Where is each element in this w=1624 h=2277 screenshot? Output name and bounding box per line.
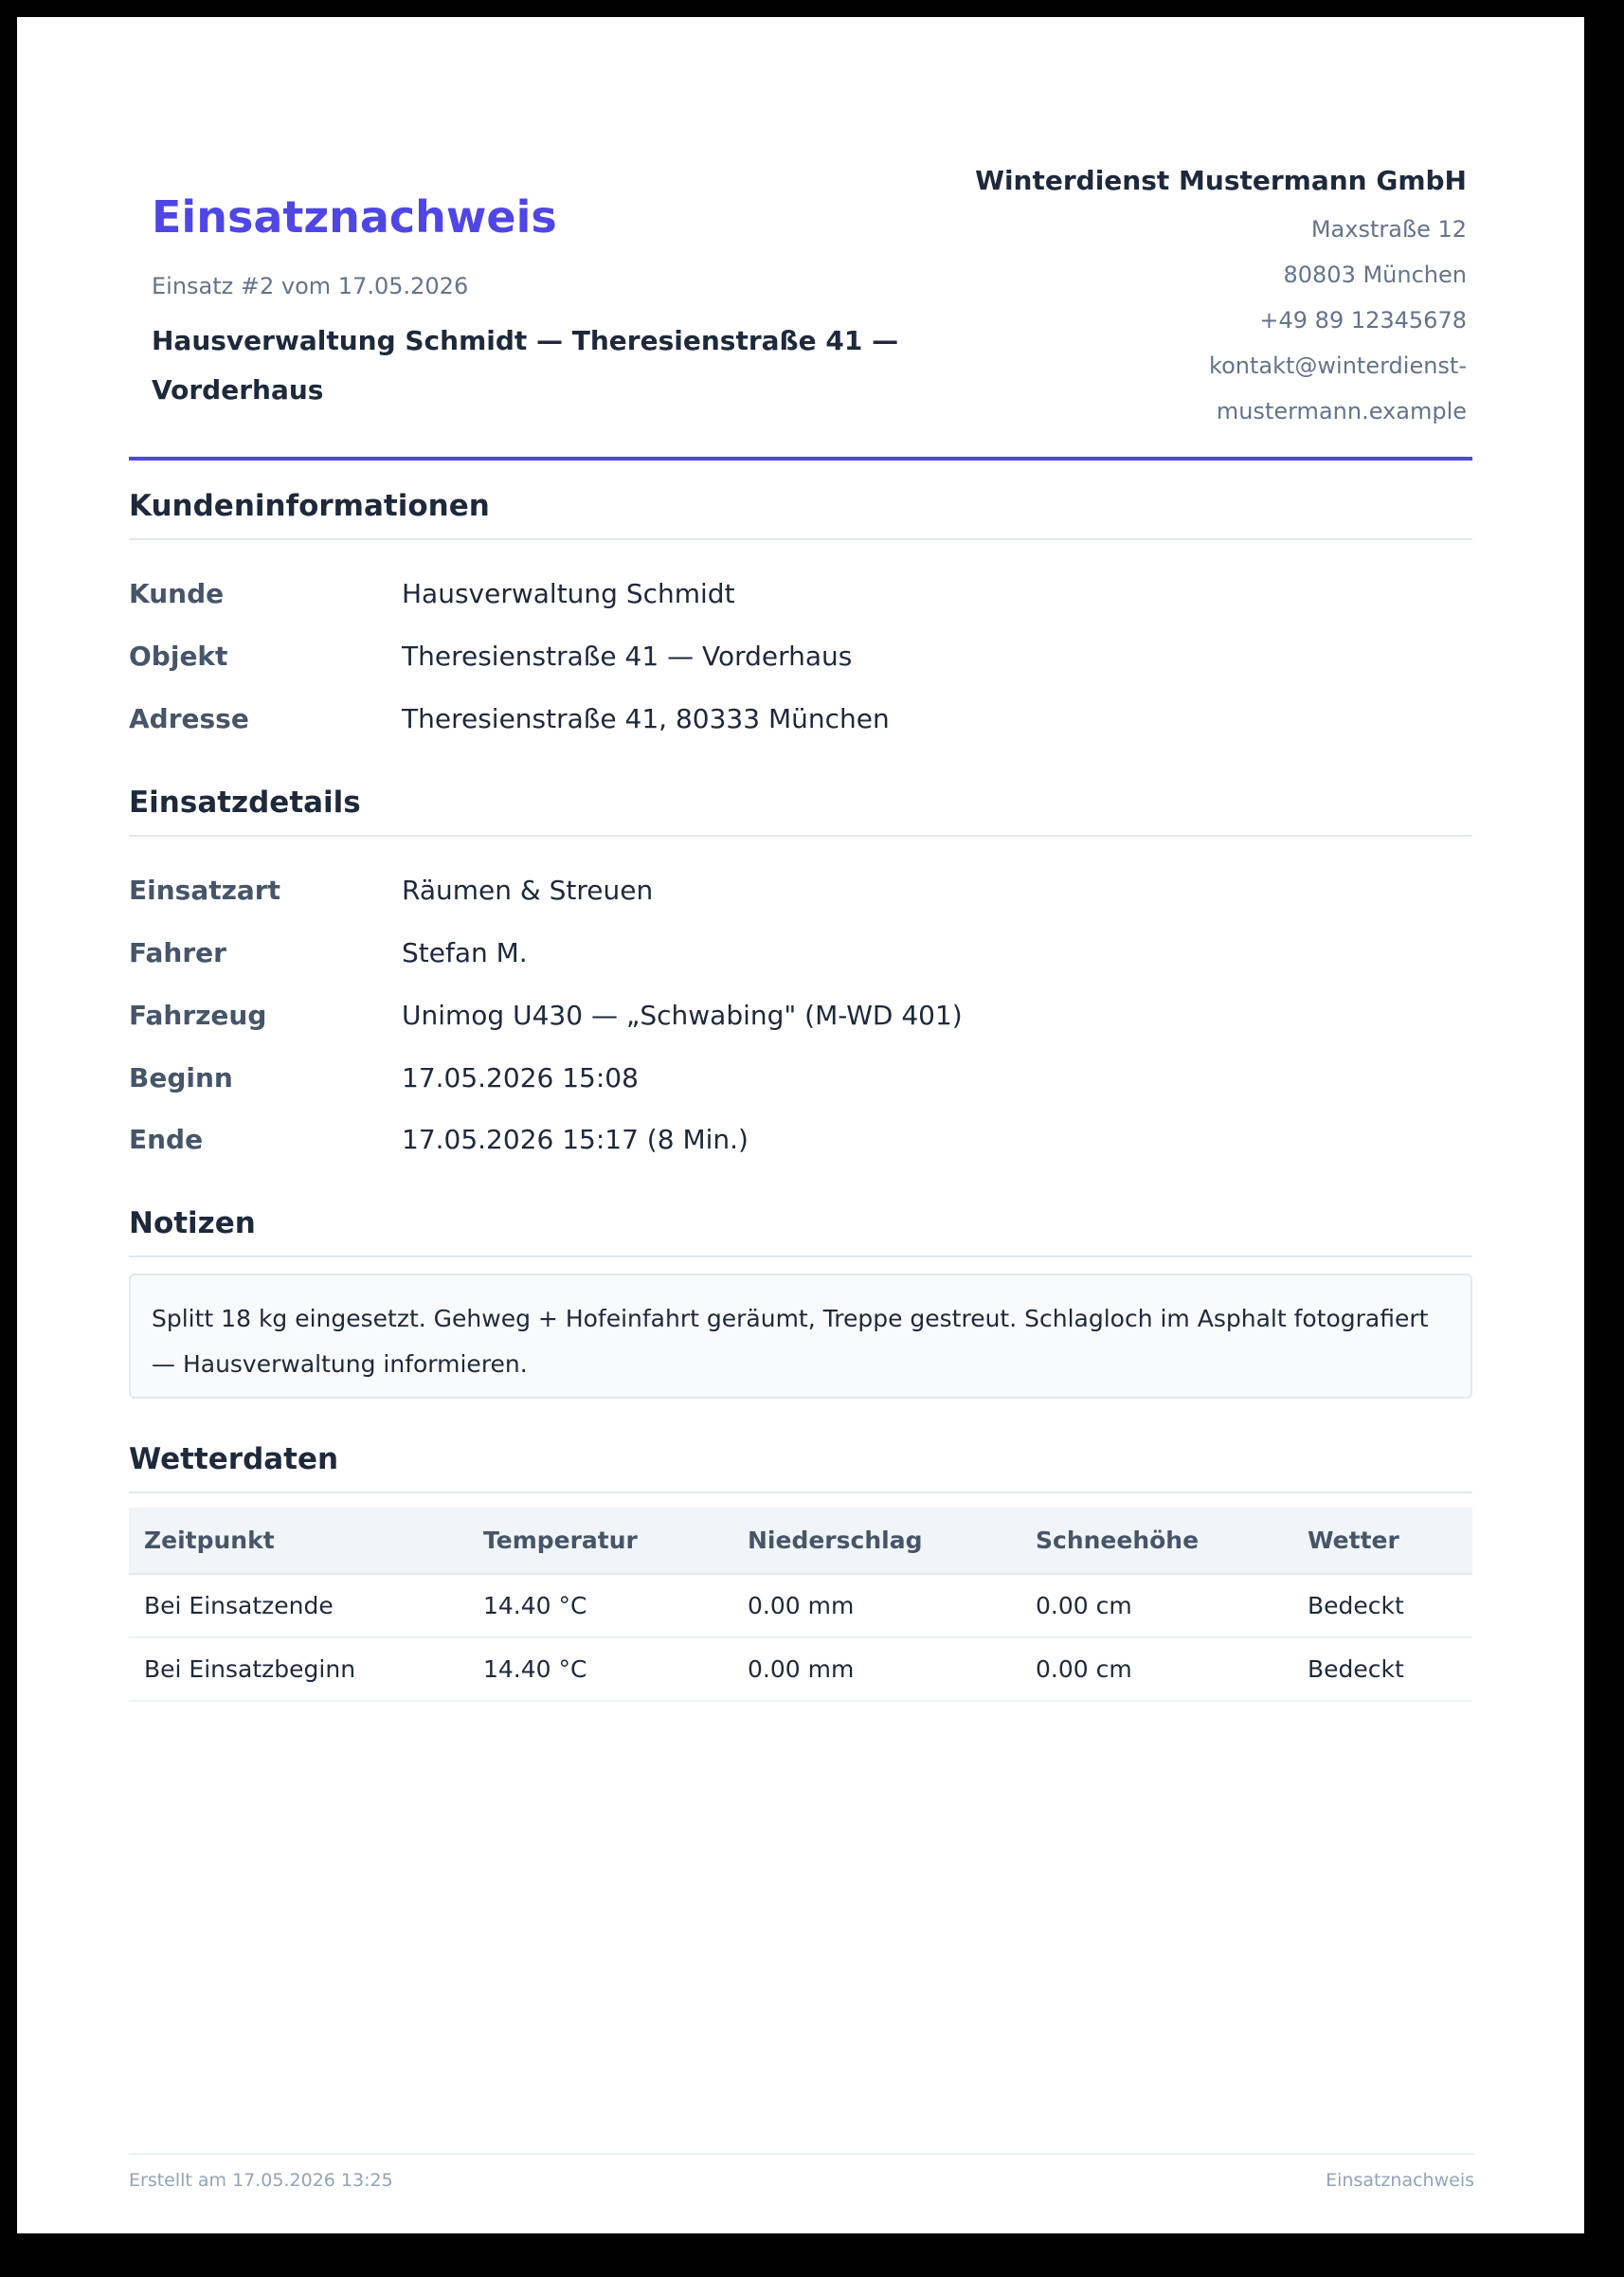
header-left — [152, 191, 929, 415]
details-row-ende — [129, 1124, 1472, 1162]
company-street: Maxstraße 12 — [1310, 215, 1467, 243]
company-email-line-2: mustermann.example — [1216, 397, 1467, 425]
table-cell: Bei Einsatzbeginn — [129, 1637, 468, 1701]
kv-value: Theresienstraße 41, 80333 München — [402, 703, 890, 734]
kv-value: Theresienstraße 41 — Vorderhaus — [402, 641, 853, 672]
kv-label: Fahrzeug — [129, 1000, 267, 1031]
section-title-details: Einsatzdetails — [129, 786, 1472, 837]
company-name: Winterdienst Mustermann GmbH — [975, 165, 1467, 196]
kv-label: Kunde — [129, 578, 225, 609]
table-cell: 14.40 °C — [468, 1637, 732, 1701]
table-row — [129, 1637, 1472, 1701]
column-header-temperatur: Temperatur — [468, 1508, 732, 1574]
document-object-line: Hausverwaltung Schmidt — Theresienstraße 41 — Vorderhaus — [152, 325, 899, 406]
footer-document-name: Einsatznachweis — [1326, 2170, 1474, 2191]
document-header — [129, 140, 1472, 461]
kv-value: Stefan M. — [402, 937, 528, 968]
document-title: Einsatznachweis — [152, 191, 557, 243]
kv-value: 17.05.2026 15:17 (8 Min.) — [402, 1124, 749, 1155]
customer-row-kunde — [129, 578, 1472, 616]
column-header-wetter: Wetter — [1292, 1508, 1472, 1574]
weather-table — [129, 1508, 1472, 1702]
document-subtitle: Einsatz #2 vom 17.05.2026 — [152, 273, 469, 299]
table-cell: 0.00 mm — [732, 1574, 1020, 1637]
details-row-einsatzart — [129, 875, 1472, 913]
table-cell: 0.00 cm — [1020, 1574, 1292, 1637]
table-cell: 0.00 mm — [732, 1637, 1020, 1701]
kv-label: Fahrer — [129, 937, 226, 968]
column-header-schneehoehe: Schneehöhe — [1020, 1508, 1292, 1574]
table-row — [129, 1574, 1472, 1637]
document-page — [17, 17, 1584, 2233]
notes-box: Splitt 18 kg eingesetzt. Gehweg + Hofeinfahrt geräumt, Treppe gestreut. Schlagloch im Asphalt fotografiert — Hausverwaltung informieren. — [129, 1274, 1472, 1399]
footer-created: Erstellt am 17.05.2026 13:25 — [129, 2170, 393, 2191]
details-row-beginn — [129, 1062, 1472, 1100]
table-cell: 14.40 °C — [468, 1574, 732, 1637]
kv-label: Objekt — [129, 641, 228, 672]
customer-row-adresse — [129, 703, 1472, 741]
column-header-niederschlag: Niederschlag — [732, 1508, 1020, 1574]
company-email-line-1: kontakt@winterdienst- — [1209, 352, 1467, 379]
kv-label: Einsatzart — [129, 875, 280, 906]
kv-value: 17.05.2026 15:08 — [402, 1062, 639, 1093]
table-cell: Bei Einsatzende — [129, 1574, 468, 1637]
kv-label: Adresse — [129, 703, 249, 734]
table-header-row — [129, 1508, 1472, 1574]
company-city: 80803 München — [1283, 261, 1467, 288]
kv-label: Beginn — [129, 1062, 233, 1093]
kv-value: Räumen & Streuen — [402, 875, 654, 906]
section-title-notes: Notizen — [129, 1206, 1472, 1257]
kv-label: Ende — [129, 1124, 204, 1155]
company-phone: +49 89 12345678 — [1259, 306, 1467, 334]
customer-row-objekt — [129, 641, 1472, 678]
section-title-customer: Kundeninformationen — [129, 489, 1472, 540]
table-cell: Bedeckt — [1292, 1637, 1472, 1701]
column-header-zeitpunkt: Zeitpunkt — [129, 1508, 468, 1574]
details-row-fahrer — [129, 937, 1472, 975]
table-cell: 0.00 cm — [1020, 1637, 1292, 1701]
kv-value: Unimog U430 — „Schwabing" (M-WD 401) — [402, 1000, 963, 1031]
company-info — [936, 165, 1467, 434]
section-title-weather: Wetterdaten — [129, 1442, 1472, 1493]
kv-value: Hausverwaltung Schmidt — [402, 578, 735, 609]
table-cell: Bedeckt — [1292, 1574, 1472, 1637]
page-footer — [129, 2153, 1474, 2191]
details-row-fahrzeug — [129, 1000, 1472, 1038]
